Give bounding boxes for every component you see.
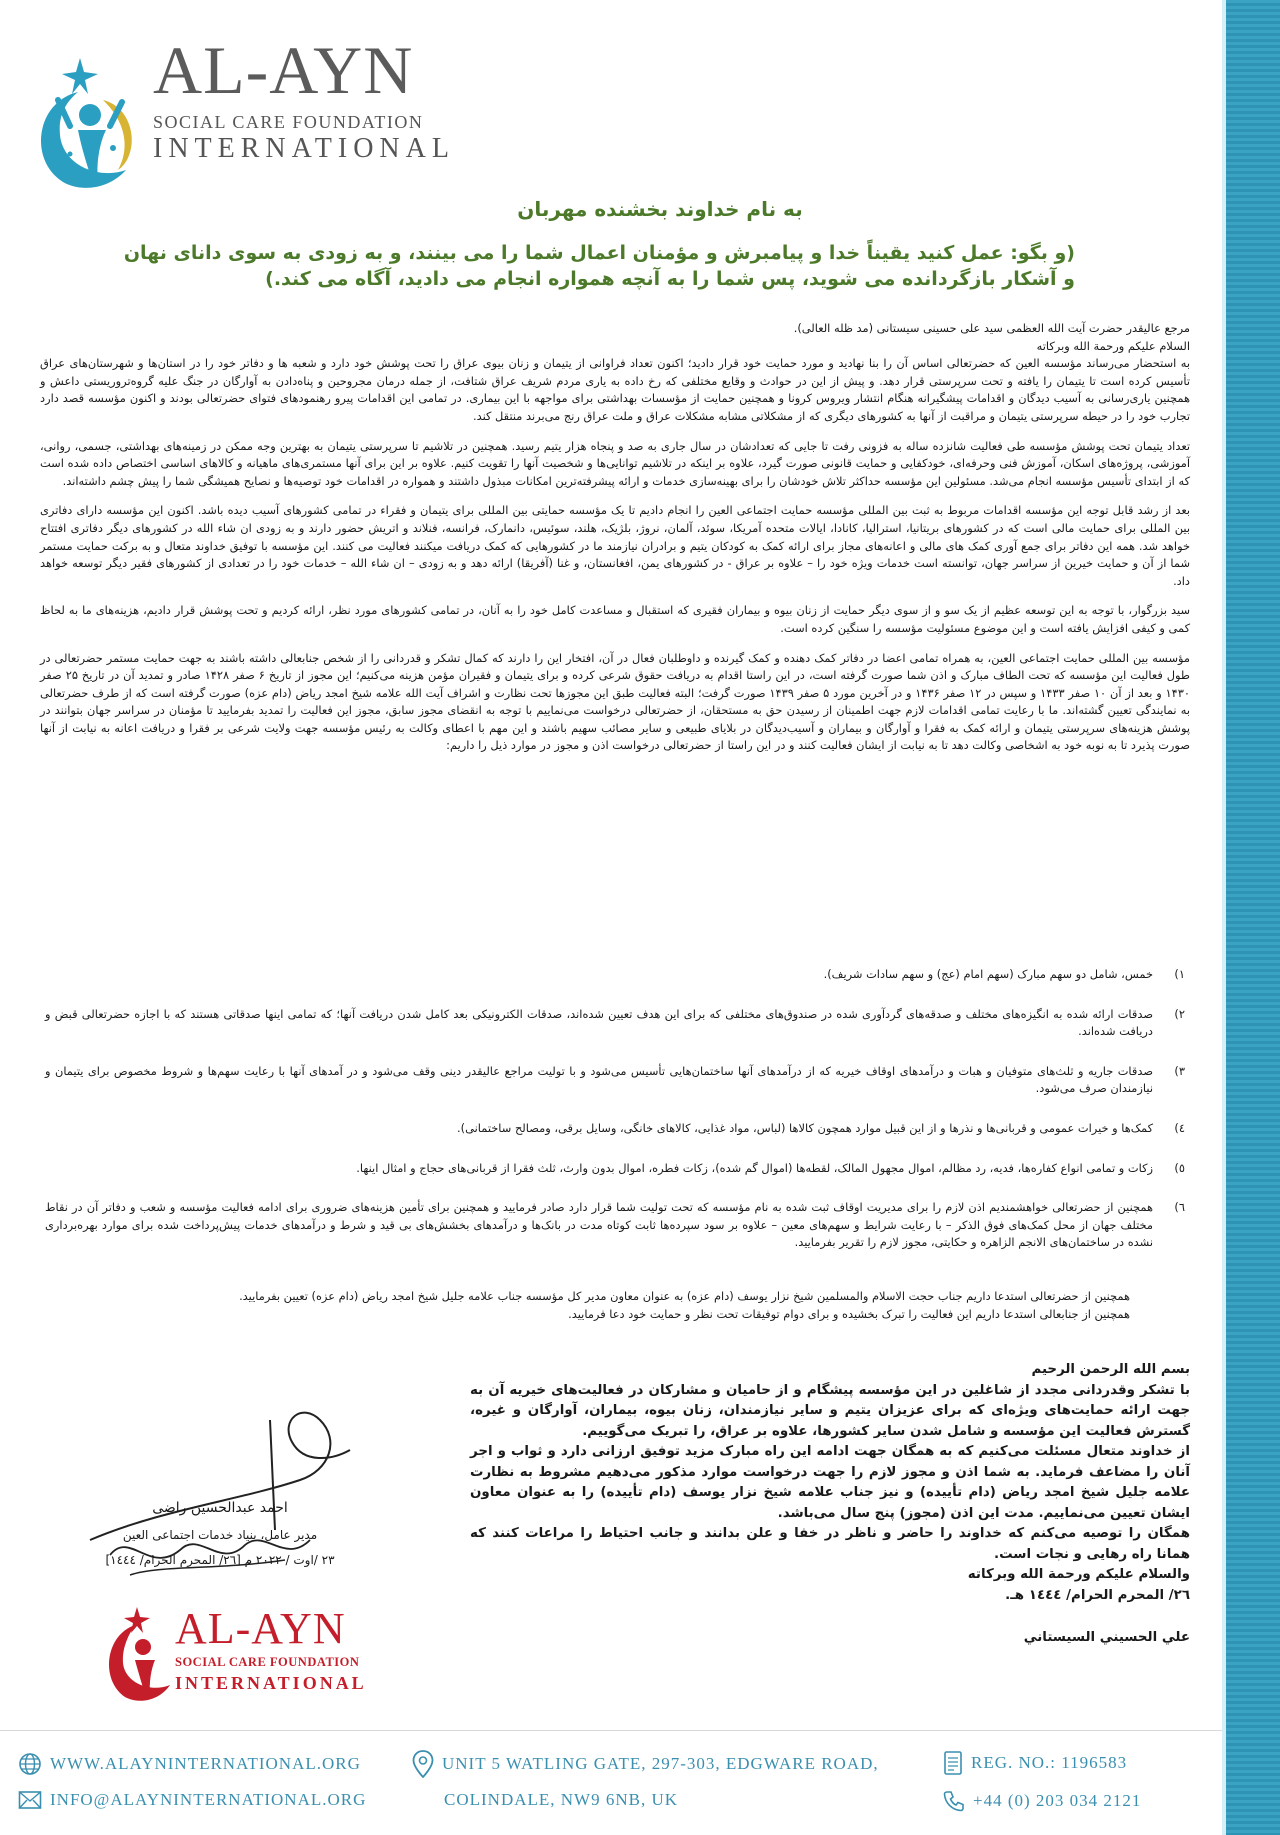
website-link[interactable]: WWW.ALAYNINTERNATIONAL.ORG	[50, 1754, 361, 1773]
list-item-number: ٥)	[1174, 1160, 1185, 1175]
letter-body	[40, 320, 1190, 767]
list-item-number: ٦)	[1174, 1200, 1185, 1215]
letter-paragraph: سید بزرگوار، با توجه به این توسعه عظیم از یک سو و از سوی دیگر حمایت از زنان بیوه و بیماران فقیری که استقبال و مساعدت کامل خود را به آنان، در تمامی کشورهای مورد نظر، ارائه کردیم و تحت پوشش قرار دادیم، هزینه‌های ما به لحاظ کمی و کیفی افزایش یافته است و این موضوع مسئولیت مؤسسه را سنگین کرده است.	[40, 603, 1190, 635]
list-item-text: زکات و تمامی انواع کفاره‌ها، فدیه، رد مظالم، اموال مجهول المالک، لقطه‌ها (اموال گم شده)، زکات فطره، اموال بدون وارث، ثلث فقرا از قربانی‌های حجاج و امثال اینها.	[356, 1160, 1153, 1175]
letter-paragraph: بعد از رشد قابل توجه این مؤسسه اقدامات مربوط به ثبت بین المللی مؤسسه حمایت اجتماعی العین را انجام دادیم تا یک مؤسسه حمایتی بین المللی برای یتیمان و فقراء در تمامی کشورهای آسیب دیده باشد. اکنون این مؤسسه دارای دفاتری بین المللی برای حمایت مالی است که در کشورهای بریتانیا، استرالیا، کانادا، ایالات متحده آمریکا، سوئد، آلمان، نروژ، بلژیک، هلند، سوئیس، دانمارک، فرانسه، فنلاند و اتریش حضور دارند و به زودی ان شاء الله در کشورهای دیگر دفاتری افتتاح خواهد شد. همه این دفاتر برای جمع آوری کمک های مالی و اعانه‌های مجاز برای ارائه کمک به کودکان یتیم و برادران نیازمند ما در کشورهایی که کمک دریافت میکنند فعالیت می کنند. این مؤسسه با توفیق خداوند متعال و به برکت حمایت مستمر شما از آن و حمایت خیرین از سراسر جهان، توانسته است خدمات ویژه خود را – علاوه بر عراق - در کشورهای یمن، افغانستان، و غنا (آفریقا) ارائه دهد و به زودی – ان شاء الله – خدمات خود را در تعدادی از کشورهای فقیر دیگر توسعه خواهد داد.	[40, 503, 1190, 588]
letter-paragraph: تعداد یتیمان تحت پوشش مؤسسه طی فعالیت شانزده ساله به فزونی رفت تا جایی که تعدادشان در سال جاری به صد و پنجاه هزار یتیم رسید. همچنین در تلاشیم تا سرپرستی یتیمان به بهترین وجه ممکن در زمینه‌های بهداشتی، جسمی، روانی، آموزشی، پروژه‌های اسکان، آموزش فنی وحرفه‌ای، خودکفایی و حمایت قانونی صورت گیرد، علاوه بر اینکه در تلاشیم توانایی‌ها و شخصیت آنها را تقویت کنیم. علاوه بر این برای آنها مستمری‌های ماهیانه و کالاهای اساسی اختصاص داده شده است که از ابتدای تأسیس مؤسسه انجام می‌شد. مسئولین این مؤسسه حداکثر تلاش خودشان را برای بهینه‌سازی خدمات و ارائه پیشرفته‌ترین امکانات مبذول داشتند و همواره در اقدامات خود توصیه‌ها و نصایح همیشگی شما را پیش چشم داشته‌اند.	[40, 438, 1190, 488]
reply-date: ۲٦/ المحرم الحرام/ ١٤٤٤ هـ.	[1005, 1587, 1190, 1603]
location-pin-icon	[412, 1750, 434, 1778]
reply-signature: علي الحسيني السيستاني	[1023, 1630, 1190, 1645]
globe-icon	[18, 1752, 42, 1776]
list-item-text: کمک‌ها و خیرات عمومی و قربانی‌ها و نذرها و از این قبیل موارد همچون کالاها (لباس، مواد غذایی، کالاهای خانگی، وسایل برقی، ومصالح ساختمانی).	[457, 1120, 1153, 1135]
envelope-icon	[18, 1790, 42, 1810]
reply-paragraph: با تشکر وقدردانی مجدد از شاغلین در این مؤسسه پیشگام و از حامیان و مشارکان در فعالیت‌های خیریه آن به جهت ارائه حمایت‌های ویژه‌ای که برای عزیزان یتیم و سایر نیازمندان، زنان بیوه، بیماران، آوارگان و غیره، گسترش فعالیت این مؤسسه و شامل شدن سایر کشورها، علاوه بر عراق، را تبریک می‌گوییم.	[470, 1382, 1190, 1439]
letter-paragraph: مؤسسه بین المللی حمایت اجتماعی العین، به همراه تمامی اعضا در دفاتر کمک دهنده و کمک گیرنده و داوطلبان فعال در آن، افتخار این را دارند که کمال تشکر و قدردانی را از شخص جنابعالی داشته باشند به جهت حمایت مستمر حضرتعالی در طول فعالیت این مؤسسه که تحت الطاف مبارک و اذن شما صورت گرفته است، در این راستا اقدام به دریافت حقوق شرعی کرده و برای یتیمان و فقیران مؤمن هزینه می‌کنیم؛ این مجوز از تاریخ ۶ صفر ۱۴۲۸ صادر و تمدید آن در تاریخ ۲۵ صفر ۱۴۳۰ و بعد از آن ۱۰ صفر ۱۴۳۳ و سپس در ۱۲ صفر ۱۴۳۶ و در آخرین مورد ۵ صفر ۱۴۳۹ صورت گرفت؛ البته فعالیت طبق این مجوزها تحت نظارت و اشراف آیت الله علامه شیخ امجد ریاض (دام عزه) صورت گرفته است که از طرف حضرتعالی به نمایندگی تعیین گشته‌اند. ما با رعایت تمامی اقدامات لازم جهت اطمینان از رسیدن حق به مستحقان، از حضرتعالی درخواست می‌نماییم با توجه به انقضای مجوز سابق، مجوز این فعالیت را تمدید بفرمایید تا مؤمنان در سراسر جهان بتوانند در پوشش هزینه‌های سرپرستی یتیمان و ارائه کمک به فقرا و آوارگان و بیماران و آسیب‌دیدگان در بلایای طبیعی و سایر مصائب سهیم باشند و این مهم با اعطای وکالت به رئیس مؤسسه جهت ولایت شرعی بر فقرا و دریافت اعانه به نیابت از آنها صورت پذیرد تا به نوبه خود به اشخاصی وکالت دهد تا به نیابت از ایشان فعالیت کنند و در این راستا از حضرتعالی درخواست اذن و مجوز در موارد ذیل را داریم:	[40, 650, 1191, 753]
phone-icon	[943, 1790, 965, 1812]
registration-number: REG. NO.: 1196583	[971, 1753, 1128, 1772]
footer-logo-intl: INTERNATIONAL	[175, 1673, 367, 1693]
address-line-2: COLINDALE, NW9 6NB, UK	[444, 1790, 679, 1809]
logo-brand-subtitle: SOCIAL CARE FOUNDATION	[153, 112, 424, 132]
header-logo	[18, 30, 455, 200]
reply-paragraph: همگان را توصیه می‌کنم که خداوند را حاضر و ناظر در خفا و علن بدانند و جانب احتیاط را مراعات کنند که همانا راه رهایی و نجات است.	[470, 1526, 1190, 1562]
list-item-text: صدقات جاریه و ثلث‌های متوفیان و هبات و درآمدهای اوقاف خیریه که از درآمدهای آنها ساختمان‌هایی تأسیس می‌شود و با تولیت مراجع عالیقدر دینی وقف می‌شود و در آمدهای آنها با رعایت سهم‌ها و شروط مخصوص برای یتیمان و نیازمندان صرف می‌شود.	[45, 1063, 1153, 1096]
request-list	[45, 966, 1185, 1274]
reply-greeting: والسلام علیکم ورحمة الله وبرکاته	[967, 1567, 1190, 1582]
email-link[interactable]: INFO@ALAYNINTERNATIONAL.ORG	[50, 1790, 367, 1809]
list-item-number: ٤)	[1174, 1120, 1185, 1135]
address-line-1: UNIT 5 WATLING GATE, 297-303, EDGWARE ROAD,	[442, 1754, 879, 1773]
registration-row	[943, 1750, 1127, 1776]
signatory-date: ۲۳ /اوت / ۲۰۲۲ م [۲٦/ المحرم الحرام/ ١٤٤٤]	[105, 1553, 335, 1567]
footer-logo-subtitle: SOCIAL CARE FOUNDATION	[175, 1655, 360, 1669]
reply-paragraph: از خداوند متعال مسئلت می‌کنیم که به همگان جهت ادامه این راه مبارک مزید توفیق ارزانی دارد و ثواب و اجر آنان را مضاعف فرماید. به شما اذن و مجوز لازم را جهت درخواست موارد مذکور می‌دهیم مشروط به نظارت علامه جلیل شیخ امجد ریاض (دام تأییده) و نیز جناب علامه شیخ نزار یوسف (دام تأییده) را به عنوان معاون ایشان تعیین می‌نماییم. مدت این اذن (مجوز) پنج سال می‌باشد.	[470, 1444, 1190, 1521]
salutation-line: مرجع عالیقدر حضرت آیت الله العظمی سید علی حسینی سیستانی (مد ظله العالی).	[793, 321, 1190, 335]
side-stripe-decoration	[1222, 0, 1280, 1835]
list-item	[45, 1006, 1185, 1041]
list-item-number: ۱)	[1174, 967, 1185, 981]
list-item-number: ۳)	[1174, 1063, 1185, 1078]
closing-line: همچنین از جنابعالی استدعا داریم این فعالیت را تبرک بخشیده و برای دوام توفیقات تحت نظر و حمایت خود دعا فرمایید.	[568, 1306, 1130, 1321]
address-row	[412, 1750, 879, 1778]
list-item-text: همچنین از حضرتعالی خواهشمندیم اذن لازم را برای مدیریت اوقاف ثبت شده به نام مؤسسه که تحت تولیت شما قرار دارد صادر فرمایید و همچنین برای تأمین هزینه‌های ضروری برای ادامه فعالیت مؤسسه و شعب و دفاتر آن در نقاط مختلف جهان از محل کمک‌های فوق الذکر – با رعایت شرایط و سهم‌های معین – علاوه بر سود سپرده‌ها ثابت کوتاه مدت در بانک‌ها و درآمدهای بخشش‌های بی قید و شرط و درآمدهای خدمات پیش‌پرداخت شده برای موارد بهره‌برداری نشده در ساختمان‌های الانجم الزاهره و حکایتی، مجوز لازم را تقریر بفرمایید.	[45, 1200, 1153, 1250]
footer-contact	[0, 1740, 1222, 1830]
list-item	[45, 1063, 1185, 1098]
logo-brand-intl: INTERNATIONAL	[153, 133, 455, 164]
footer-divider	[0, 1730, 1222, 1731]
letter-paragraph: به استحضار می‌رساند مؤسسه العین که حضرتعالی اساس آن را بنا نهادید و مورد حمایت خود قرار دادید؛ اکنون تعداد فراوانی از یتیمان و زنان بیوی عراق را تحت پوشش خود دارد و شعبه ها و دفاتر خود را در استان‌ها و شهرستان‌های عراق تأسیس کرده است تا یتیمان را یافته و تحت سرپرستی قرار دهد. و پیش از این در حوادث و وقایع مختلفی که رخ داده به یاری مردم شریف عراق شتافت، از جمله درمان مجروحین و پناه‌دادن به آوارگان در جنگ علیه گروه‌تروریستی داعش و همچنین یاری‌رسانی به آسیب دیدگان و اقدامات پیشگیرانه هنگام انتشار ویروس کرونا و همچنین حمایت از مؤسسات بهداشتی برای مواجهه با این بیماری. در تمامی این اقدامات پیرو رهنمودهای فتوای حضرتعالی بودند و اکنون مؤسسه قصد دارد تجارب خود را در حیطه سرپرستی یتیمان و مراقبت از آنها به کشورهای دیگری که از مشکلاتی مشابه مشکلات عراق و ملت عراق رنج می‌برند منتقل کند.	[40, 356, 1190, 423]
quran-verse: (و بگو: عمل کنید یقیناً خدا و پیامبرش و مؤمنان اعمال شما را می بینند، و به زودی به سوی دانای نهان و آشکار بازگردانده می شوید، پس شما را به آنچه همواره انجام می دادید، آگاه می کند.)	[123, 242, 1075, 290]
list-item	[45, 1199, 1185, 1252]
footer-logo-name: AL-AYN	[175, 1604, 346, 1653]
phone-row[interactable]	[943, 1790, 1141, 1812]
list-item	[45, 1160, 1185, 1178]
document-icon	[943, 1750, 963, 1776]
greeting-line: السلام علیکم ورحمة الله وبرکاته	[1036, 338, 1190, 353]
closing-requests	[40, 1288, 1130, 1323]
reply-bismillah: بسم الله الرحمن الرحيم	[1031, 1362, 1190, 1377]
phone-number[interactable]: +44 (0) 203 034 2121	[973, 1791, 1142, 1810]
email-row[interactable]	[18, 1790, 366, 1810]
website-row[interactable]	[18, 1752, 361, 1776]
list-item-text: خمس، شامل دو سهم مبارک (سهم امام (عج) و سهم سادات شریف).	[823, 967, 1153, 981]
al-ayn-red-emblem-icon	[95, 1605, 175, 1705]
signatory-name: احمد عبدالحسین راضی	[152, 1500, 288, 1516]
al-ayn-emblem-icon	[18, 30, 148, 200]
list-item-text: صدقات ارائه شده به انگیزه‌های مختلف و صدقه‌های گردآوری شده در صندوق‌های مختلفی که برای این هدف تعیین شده‌اند، صدقات الکترونیکی بعد کامل شدن دریافت آنها؛ که تمامی اینها صدقاتی هستند که با اجازه حضرتعالی قبض و دریافت شده‌اند.	[45, 1006, 1153, 1039]
reply-letter	[470, 1360, 1190, 1649]
list-item	[45, 1120, 1185, 1138]
list-item-number: ۲)	[1174, 1006, 1185, 1021]
logo-brand-name: AL-AYN	[153, 32, 414, 108]
footer-logo	[95, 1605, 395, 1715]
address-row-2	[444, 1790, 678, 1810]
signatory-title: مدیر عامل، بنیاد خدمات اجتماعی العین	[122, 1528, 318, 1542]
closing-line: همچنین از حضرتعالی استدعا داریم جناب حجت الاسلام والمسلمین شیخ نزار یوسف (دام عزه) به عنوان معاون مدیر کل مؤسسه جناب علامه جلیل شیخ امجد ریاض (دام عزه) تعیین بفرمایید.	[239, 1289, 1130, 1303]
bismillah-heading: به نام خداوند بخشنده مهربان	[517, 197, 803, 221]
list-item	[45, 966, 1185, 984]
